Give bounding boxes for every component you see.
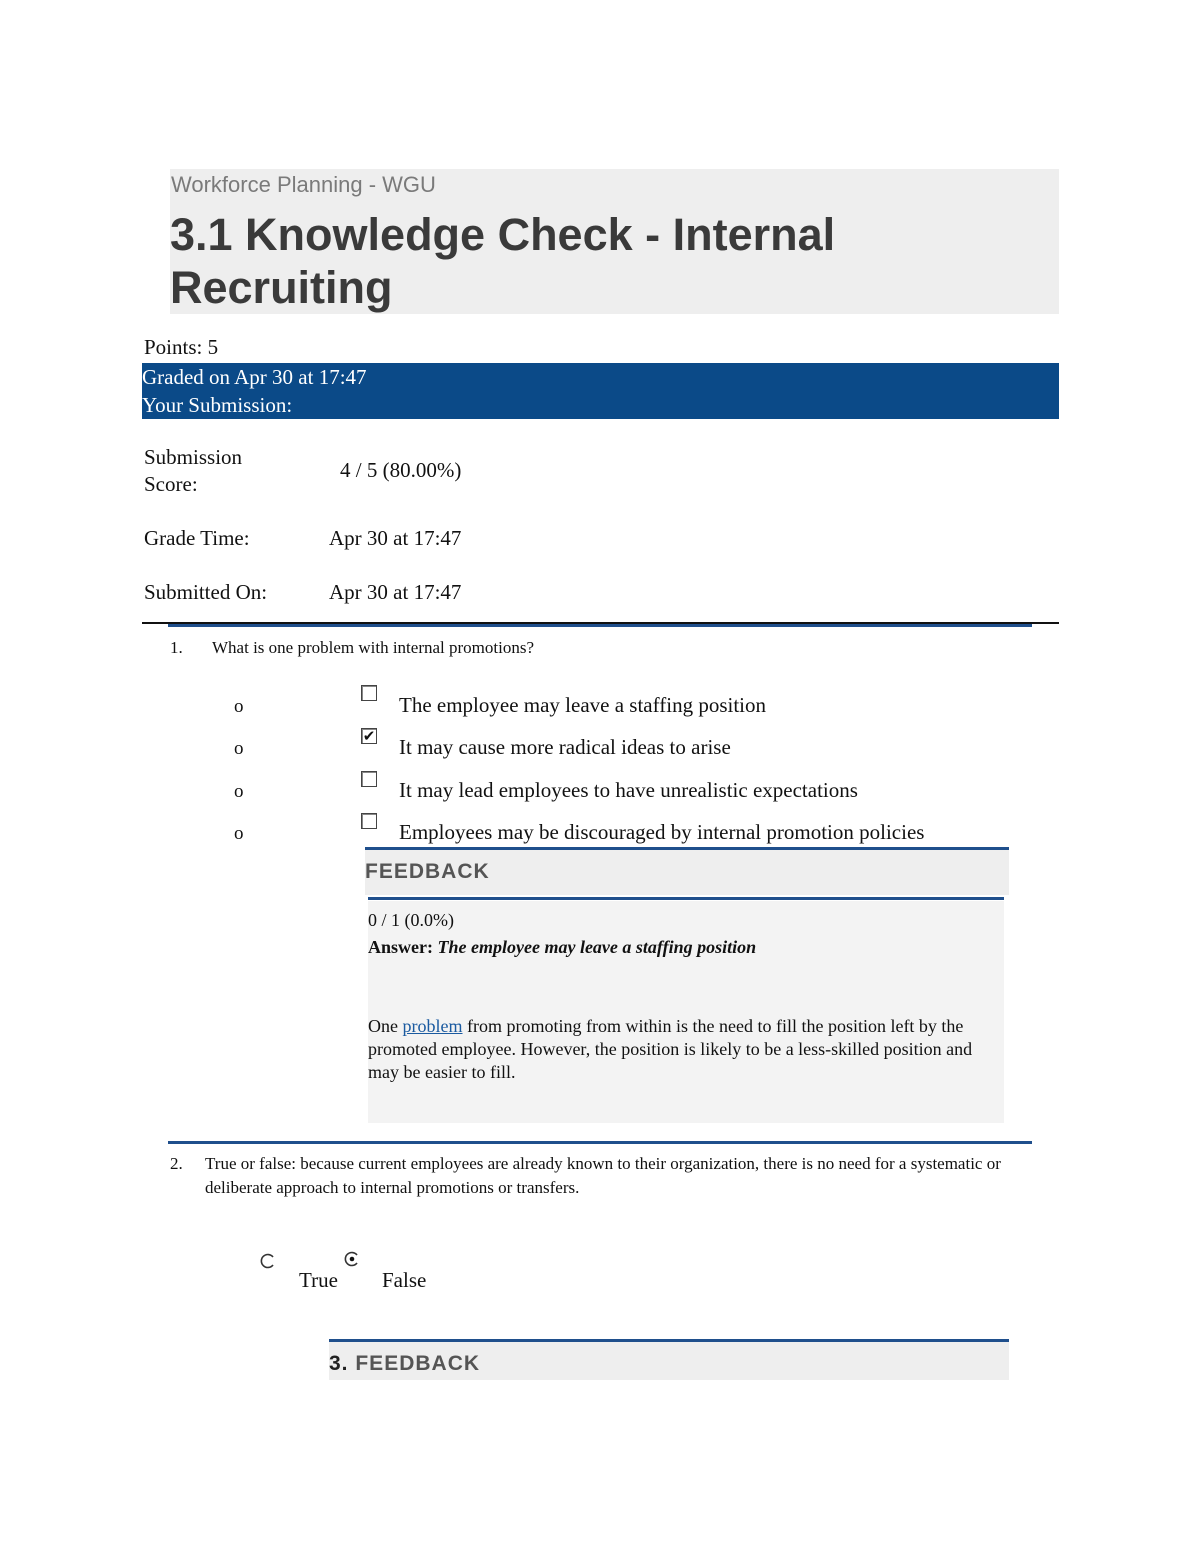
grade-time-label: Grade Time: — [144, 526, 250, 550]
feedback-score: 0 / 1 (0.0%) — [368, 910, 454, 930]
submission-score-label — [144, 444, 242, 498]
radio-true[interactable] — [260, 1253, 274, 1267]
feedback-answer — [368, 937, 756, 958]
submitted-on-value: Apr 30 at 17:47 — [329, 580, 462, 604]
question-text: What is one problem with internal promotions? — [212, 638, 534, 657]
answer-checkbox[interactable] — [361, 771, 377, 787]
course-name: Workforce Planning - WGU — [171, 172, 436, 197]
question-text: True or false: because current employees are already known to their organization, there is no need for a systematic or deliberate approach to internal promotions or transfers. — [205, 1154, 1001, 1197]
your-submission-text: Your Submission: — [142, 393, 293, 417]
answer-checkbox[interactable] — [361, 685, 377, 701]
graded-banner — [142, 363, 1059, 419]
feedback-header — [329, 1342, 1009, 1380]
feedback-number: 3. — [329, 1352, 349, 1375]
answer-text: The employee may leave a staffing position — [437, 937, 757, 957]
feedback-heading: FEEDBACK — [365, 860, 490, 883]
page-title: 3.1 Knowledge Check - Internal Recruiting — [170, 209, 836, 313]
radio-false-label: False — [382, 1268, 427, 1292]
feedback-header — [365, 850, 1009, 895]
answer-checkbox[interactable] — [361, 813, 377, 829]
question-number: 2. — [170, 1154, 183, 1173]
explanation-text: from promoting from within is the need to fill the position left by the promoted employee. However, the position is likely to be a less-skilled position and may be easier to fill. — [368, 1016, 973, 1082]
list-bullet: o — [234, 696, 244, 717]
explanation-text: One — [368, 1016, 403, 1036]
grade-time-value: Apr 30 at 17:47 — [329, 526, 462, 550]
graded-on-text: Graded on Apr 30 at 17:47 — [142, 365, 367, 389]
checkmark-icon: ✔ — [362, 727, 376, 745]
submission-score-label-line1: Submission — [144, 445, 243, 469]
answer-choice-label: It may cause more radical ideas to arise — [399, 735, 731, 759]
question-divider — [168, 624, 1032, 627]
answer-choice-label: Employees may be discouraged by internal promotion policies — [399, 820, 925, 844]
answer-checkbox-checked[interactable] — [361, 728, 377, 744]
radio-false-selected[interactable] — [344, 1251, 358, 1265]
feedback-heading-numbered — [329, 1352, 480, 1376]
answer-choice-label: It may lead employees to have unrealistic expectations — [399, 778, 858, 802]
question-number: 1. — [170, 638, 183, 657]
answer-label: Answer: — [368, 937, 433, 957]
points-text: Points: 5 — [144, 335, 219, 359]
submitted-on-label: Submitted On: — [144, 580, 268, 604]
feedback-rule — [368, 897, 1004, 900]
answer-choice-label: The employee may leave a staffing position — [399, 693, 766, 717]
feedback-heading: FEEDBACK — [355, 1352, 481, 1375]
submission-score-value: 4 / 5 (80.00%) — [340, 458, 462, 482]
feedback-explanation — [368, 1015, 1000, 1084]
list-bullet: o — [234, 823, 244, 844]
submission-score-label-line2: Score: — [144, 472, 198, 496]
list-bullet: o — [234, 738, 244, 759]
feedback-body — [368, 901, 1004, 1123]
radio-true-label: True — [299, 1268, 338, 1292]
list-bullet: o — [234, 781, 244, 802]
problem-link[interactable]: problem — [402, 1016, 463, 1036]
question-divider — [168, 1141, 1032, 1144]
